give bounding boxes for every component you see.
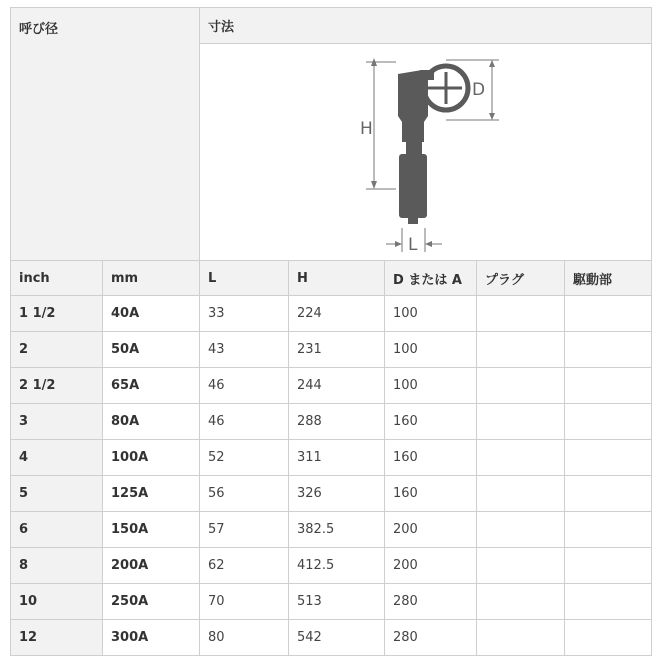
mm-cell: 40A [103,296,200,332]
d-cell: 100 [385,296,477,332]
l-cell: 43 [200,332,289,368]
inch-cell: 10 [11,584,103,620]
drive-cell [565,332,652,368]
inch-cell: 8 [11,548,103,584]
inch-cell: 5 [11,476,103,512]
l-cell: 46 [200,404,289,440]
table-row [11,296,652,332]
d-cell: 280 [385,584,477,620]
plug-cell [477,620,565,656]
inch-cell: 2 1/2 [11,368,103,404]
drive-cell [565,368,652,404]
h-cell: 231 [289,332,385,368]
inch-cell: 6 [11,512,103,548]
col-plug: プラグ [477,261,565,296]
mm-cell: 50A [103,332,200,368]
h-cell: 326 [289,476,385,512]
drive-cell [565,440,652,476]
h-cell: 244 [289,368,385,404]
plug-cell [477,332,565,368]
col-d-or-a: D または A [385,261,477,296]
plug-cell [477,440,565,476]
valve-diagram [359,50,485,255]
l-cell: 46 [200,368,289,404]
inch-cell: 1 1/2 [11,296,103,332]
h-cell: 288 [289,404,385,440]
inch-cell: 2 [11,332,103,368]
plug-cell [477,404,565,440]
mm-cell: 100A [103,440,200,476]
h-cell: 513 [289,584,385,620]
col-h: H [289,261,385,296]
l-cell: 33 [200,296,289,332]
table-row [11,584,652,620]
mm-cell: 125A [103,476,200,512]
col-l: L [200,261,289,296]
col-drive: 駆動部 [565,261,652,296]
inch-cell: 12 [11,620,103,656]
table-row [11,440,652,476]
mm-cell: 65A [103,368,200,404]
h-cell: 382.5 [289,512,385,548]
drive-cell [565,548,652,584]
d-cell: 160 [385,440,477,476]
nominal-size-header: 呼び径 [11,8,200,261]
l-cell: 56 [200,476,289,512]
inch-cell: 4 [11,440,103,476]
drive-cell [565,404,652,440]
inch-cell: 3 [11,404,103,440]
mm-cell: 80A [103,404,200,440]
table-row [11,368,652,404]
l-cell: 62 [200,548,289,584]
table-row [11,332,652,368]
d-cell: 200 [385,548,477,584]
h-cell: 311 [289,440,385,476]
d-cell: 200 [385,512,477,548]
dimension-table [10,7,652,656]
table-row [11,512,652,548]
d-cell: 100 [385,368,477,404]
plug-cell [477,476,565,512]
h-cell: 542 [289,620,385,656]
mm-cell: 300A [103,620,200,656]
d-cell: 160 [385,476,477,512]
mm-cell: 250A [103,584,200,620]
table-row [11,620,652,656]
l-cell: 57 [200,512,289,548]
l-cell: 80 [200,620,289,656]
d-cell: 160 [385,404,477,440]
plug-cell [477,512,565,548]
mm-cell: 150A [103,512,200,548]
table-row [11,548,652,584]
drive-cell [565,620,652,656]
table-row [11,404,652,440]
l-cell: 52 [200,440,289,476]
d-cell: 100 [385,332,477,368]
valve-diagram-cell [200,44,652,261]
table-row [11,476,652,512]
l-cell: 70 [200,584,289,620]
col-inch: inch [11,261,103,296]
l-label: L [407,234,417,255]
d-cell: 280 [385,620,477,656]
plug-cell [477,296,565,332]
mm-cell: 200A [103,548,200,584]
plug-cell [477,584,565,620]
drive-cell [565,584,652,620]
h-cell: 224 [289,296,385,332]
drive-cell [565,512,652,548]
drive-cell [565,296,652,332]
drive-cell [565,476,652,512]
h-cell: 412.5 [289,548,385,584]
h-label: H [359,118,373,139]
col-mm: mm [103,261,200,296]
dimensions-header: 寸法 [200,8,652,44]
plug-cell [477,548,565,584]
d-label: D [471,79,485,100]
plug-cell [477,368,565,404]
